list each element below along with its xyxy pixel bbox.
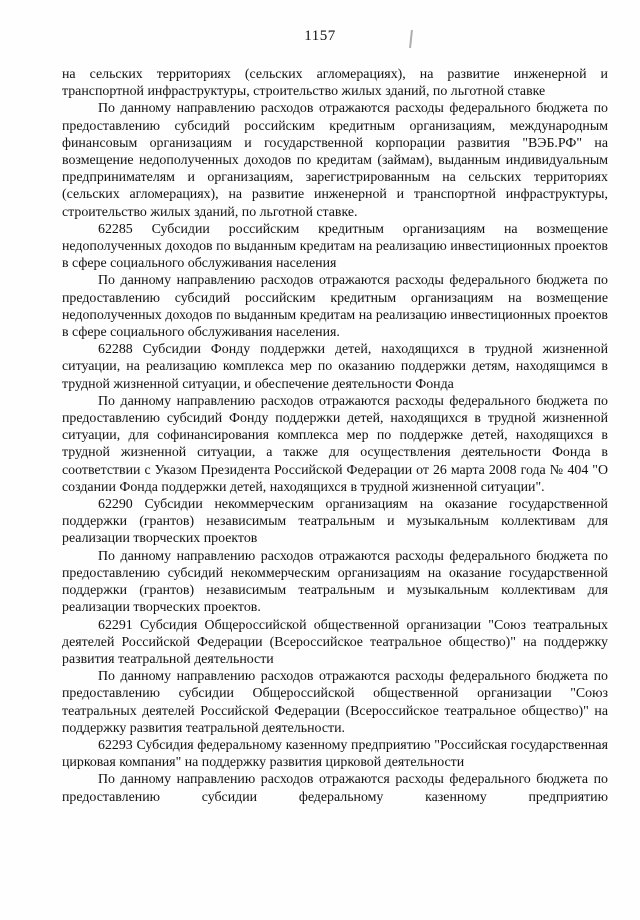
document-body [62,66,608,806]
paragraph: По данному направлению расходов отражаются расходы федерального бюджета по предоставлению субсидий некоммерческим организациям на оказание государственной поддержки (грантов) независимым театральным и музыкальным коллективам для реализации творческих проектов. [62,548,608,616]
paragraph: По данному направлению расходов отражаются расходы федерального бюджета по предоставлению субсидий российским кредитным организациям, международным финансовым организациям и государственной корпорации развития "ВЭБ.РФ" на возмещение недополученных доходов по кредитам (займам), выданным индивидуальным предпринимателям и организациям, зарегистрированным на сельских территориях (сельских агломерациях), на развитие инженерной и транспортной инфраструктуры, строительство жилых зданий, по льготной ставке. [62,101,608,220]
section-heading: 62293 Субсидия федеральному казенному предприятию "Российская государственная цирковая компания" на поддержку развития цирковой деятельности [62,737,608,771]
section-heading: 62288 Субсидии Фонду поддержки детей, находящихся в трудной жизненной ситуации, на реализацию комплекса мер по оказанию поддержки детям, находящимся в трудной жизненной ситуации, и обеспечение деятельности Фонда [62,342,608,392]
section-heading: 62290 Субсидии некоммерческим организациям на оказание государственной поддержки (грантов) независимым театральным и музыкальным коллективам для реализации творческих проектов [62,497,608,547]
page-number: 1157 [304,28,336,44]
section-heading: 62285 Субсидии российским кредитным организациям на возмещение недополученных доходов по выданным кредитам на реализацию инвестиционных проектов в сфере социального обслуживания населения [62,221,608,272]
paragraph: на сельских территориях (сельских агломерациях), на развитие инженерной и транспортной инфраструктуры, строительство жилых зданий, по льготной ставке [62,67,608,100]
paragraph: По данному направлению расходов отражаются расходы федерального бюджета по предоставлению субсидий российским кредитным организациям на возмещение недополученных доходов по выданным кредитам на реализацию инвестиционных проектов в сфере социального обслуживания населения. [62,273,608,341]
paragraph: По данному направлению расходов отражаются расходы федерального бюджета по предоставлению субсидий Фонду поддержки детей, находящихся в трудной жизненной ситуации, для софинансирования комплекса мер по поддержке детей, находящихся в трудной жизненной ситуации, а также для осуществления деятельности Фонда в соответствии с Указом Президента Российской Федерации от 26 марта 2008 года № 404 "О создании Фонда поддержки детей, находящихся в трудной жизненной ситуации". [62,393,608,495]
paragraph: По данному направлению расходов отражаются расходы федерального бюджета по предоставлению субсидии федеральному казенному предприятию [62,772,608,805]
section-heading: 62291 Субсидия Общероссийской общественной организации "Союз театральных деятелей Российской Федерации (Всероссийское театральное общество)" на поддержку развития театральной деятельности [62,617,608,667]
paragraph: По данному направлению расходов отражаются расходы федерального бюджета по предоставлению субсидии Общероссийской общественной организации "Союз театральных деятелей Российской Федерации (Всероссийское театральное общество)" на поддержку развития театральной деятельности. [62,669,608,736]
